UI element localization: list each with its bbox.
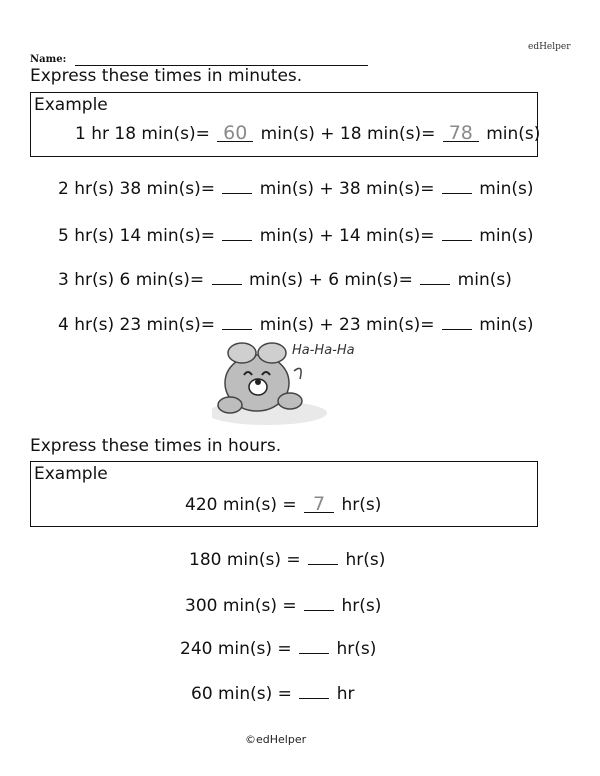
problem-text: min(s) xyxy=(479,315,534,335)
problem-text: 60 min(s) = xyxy=(191,684,292,704)
problem-text: 2 hr(s) 38 min(s)= xyxy=(58,179,215,199)
answer-blank[interactable] xyxy=(222,226,252,241)
answer-blank[interactable] xyxy=(222,179,252,194)
answer-blank[interactable] xyxy=(299,639,329,654)
problem-text: min(s) xyxy=(457,270,512,290)
answer-blank[interactable] xyxy=(308,550,338,565)
section2-example-problem xyxy=(185,495,381,515)
name-label: Name: xyxy=(30,54,67,65)
answer-blank[interactable] xyxy=(212,270,242,285)
brand-label: edHelper xyxy=(528,42,571,52)
answer-blank[interactable] xyxy=(222,315,252,330)
illustration-caption: Ha-Ha-Ha xyxy=(292,343,355,358)
section1-problem-2 xyxy=(58,226,533,246)
example-answer: 7 xyxy=(304,496,334,513)
section1-example-problem xyxy=(75,124,540,144)
section2-problem-1 xyxy=(189,550,385,570)
section2-problem-4 xyxy=(191,684,354,704)
section1-problem-4 xyxy=(58,315,533,335)
example-part1: 420 min(s) = xyxy=(185,495,297,515)
section2-title: Express these times in hours. xyxy=(30,436,282,456)
answer-blank[interactable] xyxy=(420,270,450,285)
section2-problem-2 xyxy=(185,596,381,616)
problem-text: min(s) + 14 min(s)= xyxy=(259,226,435,246)
section2-problem-3 xyxy=(180,639,376,659)
answer-blank[interactable] xyxy=(442,179,472,194)
problem-text: hr(s) xyxy=(345,550,386,570)
section1-example-label: Example xyxy=(34,95,108,115)
answer-blank[interactable] xyxy=(442,226,472,241)
example-part2: min(s) + 18 min(s)= xyxy=(260,124,436,144)
problem-text: 5 hr(s) 14 min(s)= xyxy=(58,226,215,246)
section2-example-label: Example xyxy=(34,464,108,484)
problem-text: min(s) + 38 min(s)= xyxy=(259,179,435,199)
problem-text: 3 hr(s) 6 min(s)= xyxy=(58,270,205,290)
answer-blank[interactable] xyxy=(304,596,334,611)
section1-example-box xyxy=(30,92,541,157)
section1-problem-1 xyxy=(58,179,533,199)
problem-text: hr(s) xyxy=(341,596,382,616)
problem-text: min(s) xyxy=(479,226,534,246)
section1-problem-3 xyxy=(58,270,512,290)
problem-text: 240 min(s) = xyxy=(180,639,292,659)
problem-text: min(s) + 23 min(s)= xyxy=(259,315,435,335)
example-part1: 1 hr 18 min(s)= xyxy=(75,124,210,144)
example-part2: hr(s) xyxy=(341,495,382,515)
section2-example-box xyxy=(30,461,538,527)
problem-text: min(s) xyxy=(479,179,534,199)
section1-title: Express these times in minutes. xyxy=(30,66,303,86)
answer-blank[interactable] xyxy=(442,315,472,330)
problem-text: min(s) + 6 min(s)= xyxy=(248,270,413,290)
laughing-animal-illustration xyxy=(212,335,367,430)
example-answer2: 78 xyxy=(443,125,479,142)
problem-text: 180 min(s) = xyxy=(189,550,301,570)
problem-text: hr xyxy=(336,684,355,704)
problem-text: hr(s) xyxy=(336,639,377,659)
copyright-footer: ©edHelper xyxy=(245,733,307,746)
example-answer1: 60 xyxy=(217,125,253,142)
problem-text: 300 min(s) = xyxy=(185,596,297,616)
example-part3: min(s) xyxy=(486,124,541,144)
answer-blank[interactable] xyxy=(299,684,329,699)
problem-text: 4 hr(s) 23 min(s)= xyxy=(58,315,215,335)
